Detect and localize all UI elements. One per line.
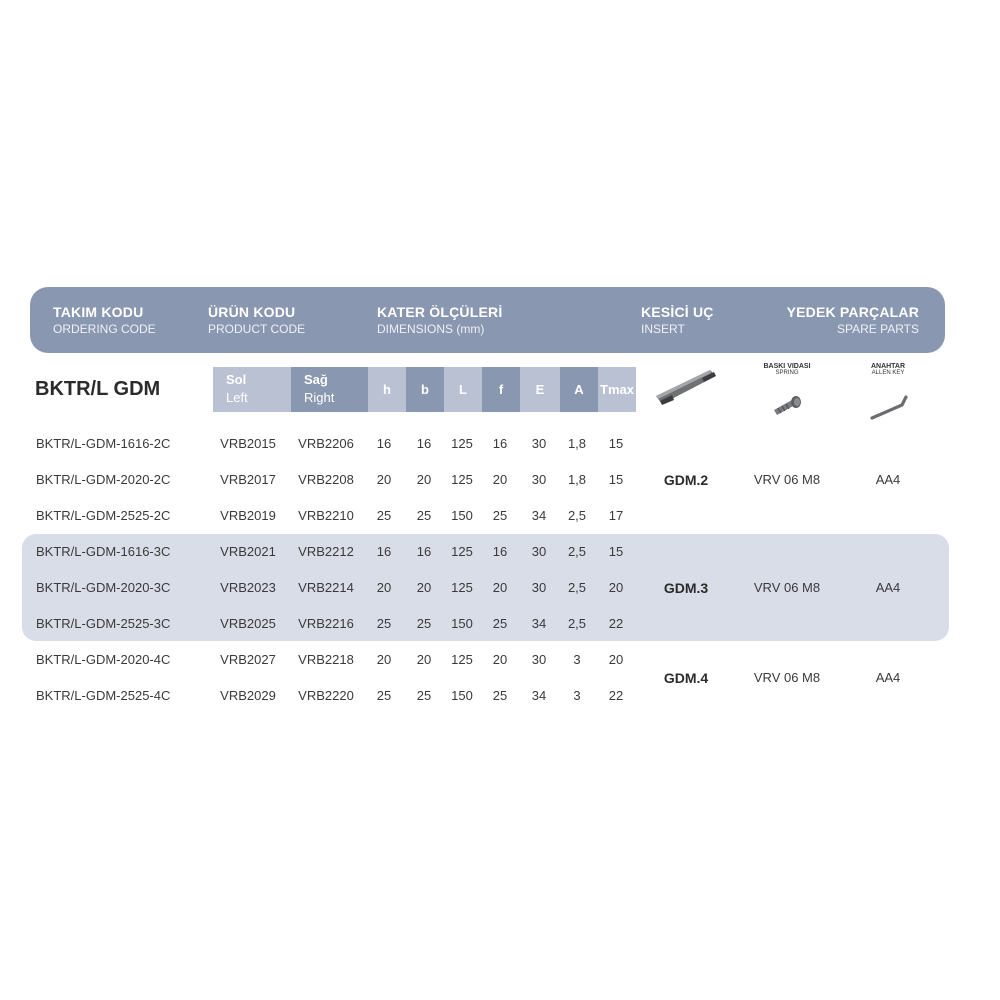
cell-tmax: 22 — [608, 688, 624, 703]
cell-left: VRB2027 — [220, 652, 276, 667]
cell-l: 125 — [451, 652, 473, 667]
subheader-dim-A: A — [560, 367, 598, 412]
subheader-left-en: Left — [226, 390, 248, 405]
cell-left: VRB2021 — [220, 544, 276, 559]
group-screw: VRV 06 M8 — [753, 472, 821, 487]
cell-code: BKTR/L-GDM-2525-3C — [36, 616, 171, 631]
cell-left: VRB2029 — [220, 688, 276, 703]
cell-h: 25 — [376, 688, 392, 703]
group-key: AA4 — [875, 580, 901, 595]
subheader-dim-b: b — [406, 367, 444, 412]
header-insert-sub: INSERT — [641, 322, 685, 336]
cell-a: 1,8 — [567, 472, 587, 487]
cell-tmax: 22 — [608, 616, 624, 631]
cell-e: 30 — [531, 472, 547, 487]
series-title: BKTR/L GDM — [35, 378, 161, 400]
cell-code: BKTR/L-GDM-2525-2C — [36, 508, 171, 523]
screw-icon — [770, 394, 806, 420]
cell-code: BKTR/L-GDM-1616-3C — [36, 544, 171, 559]
cell-a: 1,8 — [567, 436, 587, 451]
cell-left: VRB2017 — [220, 472, 276, 487]
cell-a: 3 — [573, 688, 581, 703]
cell-l: 125 — [451, 436, 473, 451]
cell-left: VRB2025 — [220, 616, 276, 631]
cell-f: 25 — [492, 508, 508, 523]
cell-a: 2,5 — [567, 544, 587, 559]
cell-code: BKTR/L-GDM-2020-3C — [36, 580, 171, 595]
cell-a: 2,5 — [567, 508, 587, 523]
header-ordering-code — [53, 304, 156, 336]
key-label-title: ANAHTAR — [870, 363, 906, 370]
cell-code: BKTR/L-GDM-2525-4C — [36, 688, 171, 703]
cell-right: VRB2216 — [298, 616, 354, 631]
cell-b: 25 — [416, 616, 432, 631]
cell-e: 34 — [531, 508, 547, 523]
cell-f: 16 — [492, 544, 508, 559]
cell-tmax: 15 — [608, 472, 624, 487]
key-label — [849, 363, 927, 376]
header-spare-parts — [787, 304, 919, 336]
screw-label-sub: SPRING — [775, 370, 799, 376]
cell-b: 25 — [416, 508, 432, 523]
subheader-dim-Tmax: Tmax — [598, 367, 636, 412]
cell-right: VRB2214 — [298, 580, 354, 595]
cell-f: 25 — [492, 616, 508, 631]
cell-e: 34 — [531, 688, 547, 703]
cell-f: 25 — [492, 688, 508, 703]
cell-b: 20 — [416, 652, 432, 667]
cell-e: 34 — [531, 616, 547, 631]
cell-b: 16 — [416, 436, 432, 451]
cell-right: VRB2220 — [298, 688, 354, 703]
cell-l: 125 — [451, 544, 473, 559]
group-insert: GDM.4 — [663, 670, 709, 686]
cell-a: 3 — [573, 652, 581, 667]
cell-right: VRB2210 — [298, 508, 354, 523]
cell-left: VRB2019 — [220, 508, 276, 523]
cell-h: 20 — [376, 652, 392, 667]
subheader-right-tr: Sağ — [304, 372, 328, 387]
group-insert: GDM.3 — [663, 580, 709, 596]
header-ordering-sub: ORDERING CODE — [53, 322, 156, 336]
cell-f: 16 — [492, 436, 508, 451]
cell-l: 125 — [451, 580, 473, 595]
group-screw: VRV 06 M8 — [753, 580, 821, 595]
cell-f: 20 — [492, 652, 508, 667]
header-dimensions-title: KATER ÖLÇÜLERİ — [377, 304, 503, 320]
header-product-title: ÜRÜN KODU — [208, 304, 296, 320]
cell-right: VRB2212 — [298, 544, 354, 559]
cell-a: 2,5 — [567, 616, 587, 631]
group-insert: GDM.2 — [663, 472, 709, 488]
group-key: AA4 — [875, 472, 901, 487]
cell-code: BKTR/L-GDM-2020-2C — [36, 472, 171, 487]
group-key: AA4 — [875, 670, 901, 685]
cell-b: 20 — [416, 472, 432, 487]
cell-b: 25 — [416, 688, 432, 703]
key-label-sub: ALLEN KEY — [871, 370, 905, 376]
cell-tmax: 17 — [608, 508, 624, 523]
cell-e: 30 — [531, 544, 547, 559]
header-dimensions — [377, 304, 502, 336]
screw-label — [748, 363, 826, 376]
header-product-sub: PRODUCT CODE — [208, 322, 306, 336]
cell-tmax: 20 — [608, 580, 624, 595]
cell-l: 150 — [451, 616, 473, 631]
cell-right: VRB2208 — [298, 472, 354, 487]
cell-h: 20 — [376, 580, 392, 595]
subheader-dim-h: h — [368, 367, 406, 412]
cell-e: 30 — [531, 580, 547, 595]
cell-f: 20 — [492, 580, 508, 595]
cell-b: 16 — [416, 544, 432, 559]
cell-l: 150 — [451, 508, 473, 523]
cell-e: 30 — [531, 436, 547, 451]
cell-f: 20 — [492, 472, 508, 487]
group-screw: VRV 06 M8 — [753, 670, 821, 685]
subheader-right-en: Right — [304, 390, 335, 405]
subheader-left — [213, 367, 291, 412]
header-insert — [641, 304, 714, 336]
cell-tmax: 20 — [608, 652, 624, 667]
cell-h: 25 — [376, 616, 392, 631]
cell-e: 30 — [531, 652, 547, 667]
cell-l: 125 — [451, 472, 473, 487]
subheader-dim-L: L — [444, 367, 482, 412]
screw-label-title: BASKI VIDASI — [763, 363, 811, 370]
cell-h: 20 — [376, 472, 392, 487]
header-insert-title: KESİCİ UÇ — [641, 304, 714, 320]
cell-l: 150 — [451, 688, 473, 703]
header-ordering-title: TAKIM KODU — [53, 304, 144, 320]
cell-code: BKTR/L-GDM-2020-4C — [36, 652, 171, 667]
header-spare-title: YEDEK PARÇALAR — [786, 304, 919, 320]
cell-tmax: 15 — [608, 544, 624, 559]
cell-left: VRB2023 — [220, 580, 276, 595]
cell-tmax: 15 — [608, 436, 624, 451]
cell-a: 2,5 — [567, 580, 587, 595]
header-dimensions-sub: DIMENSIONS (mm) — [377, 322, 485, 336]
cell-h: 16 — [376, 544, 392, 559]
subheader-left-tr: Sol — [226, 372, 247, 387]
cell-h: 25 — [376, 508, 392, 523]
allen-key-icon — [868, 393, 910, 423]
header-spare-sub: SPARE PARTS — [836, 322, 919, 336]
subheader-dim-E: E — [520, 367, 560, 412]
cell-right: VRB2218 — [298, 652, 354, 667]
subheader-dim-f: f — [482, 367, 520, 412]
insert-image — [650, 364, 720, 410]
cell-h: 16 — [376, 436, 392, 451]
cell-code: BKTR/L-GDM-1616-2C — [36, 436, 171, 451]
cell-right: VRB2206 — [298, 436, 354, 451]
subheader-right — [291, 367, 368, 412]
cell-b: 20 — [416, 580, 432, 595]
header-product-code — [208, 304, 305, 336]
cell-left: VRB2015 — [220, 436, 276, 451]
